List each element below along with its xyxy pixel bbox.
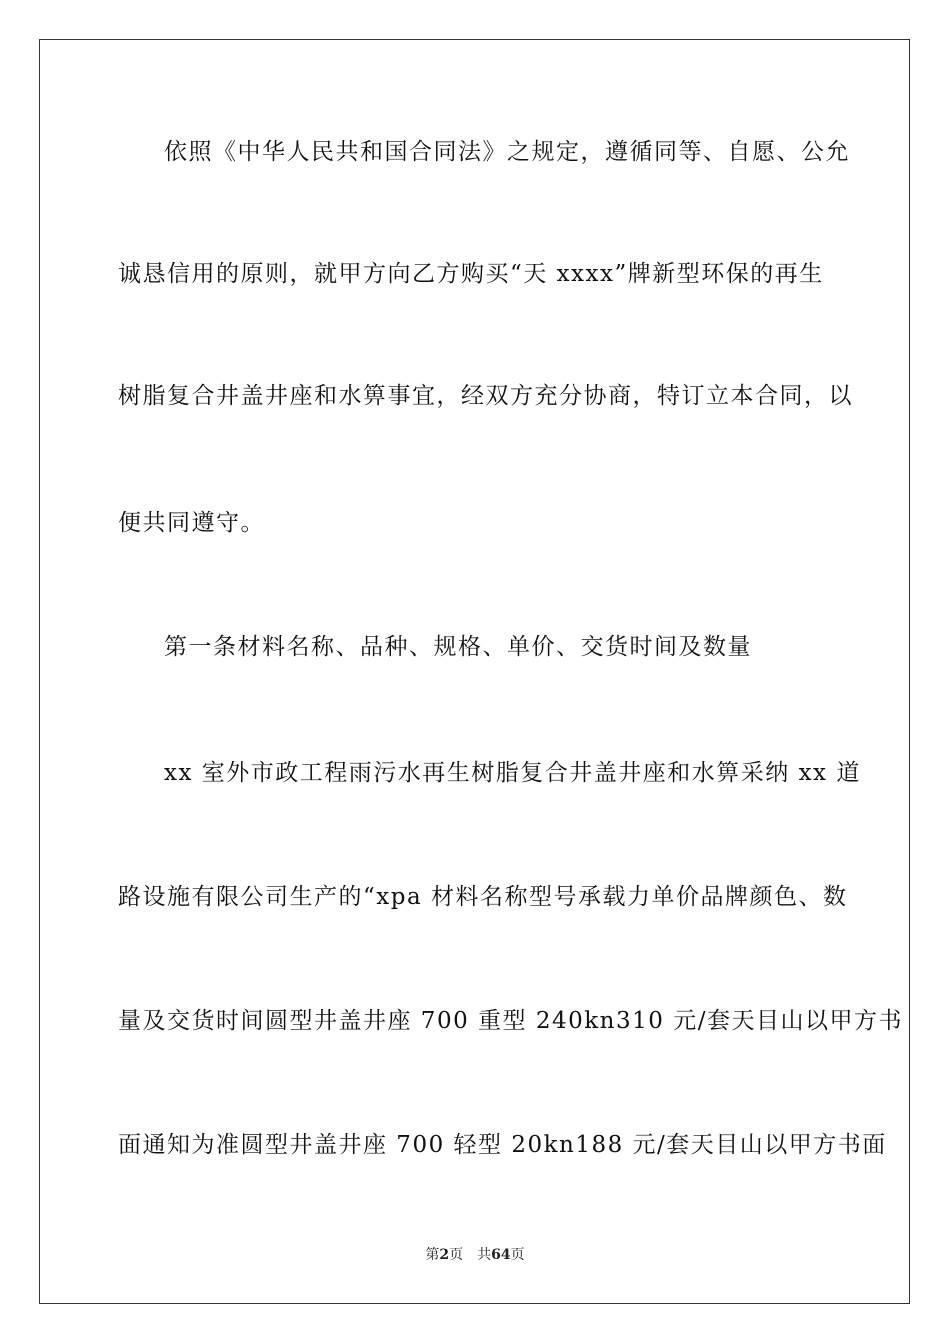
page-footer	[0, 1246, 950, 1264]
section-heading: 第一条材料名称、品种、规格、单价、交货时间及数量	[164, 634, 752, 660]
footer-total-pages: 64	[491, 1247, 511, 1263]
paragraph-line-7: 路设施有限公司生产的“xpa 材料名称型号承载力单价品牌颜色、数	[118, 884, 848, 910]
footer-page-number: 2	[439, 1247, 450, 1263]
paragraph-line-2: 诚恳信用的原则，就甲方向乙方购买“天 xxxx”牌新型环保的再生	[118, 261, 824, 287]
footer-page-prefix: 第	[425, 1247, 440, 1263]
page-border	[39, 39, 910, 1304]
footer-total-prefix: 共	[477, 1247, 492, 1263]
paragraph-line-4: 便共同遵守。	[118, 510, 265, 536]
paragraph-line-6: xx 室外市政工程雨污水再生树脂复合井盖井座和水箅采纳 xx 道	[164, 760, 861, 786]
paragraph-line-1: 依照《中华人民共和国合同法》之规定，遵循同等、自愿、公允	[164, 139, 850, 165]
footer-page-suffix: 页	[449, 1247, 464, 1263]
paragraph-line-8: 量及交货时间圆型井盖井座 700 重型 240kn310 元/套天目山以甲方书	[118, 1008, 903, 1034]
paragraph-line-3: 树脂复合井盖井座和水箅事宜，经双方充分协商，特订立本合同，以	[118, 383, 853, 409]
footer-total-suffix: 页	[510, 1247, 525, 1263]
paragraph-line-9: 面通知为准圆型井盖井座 700 轻型 20kn188 元/套天目山以甲方书面	[118, 1132, 887, 1158]
